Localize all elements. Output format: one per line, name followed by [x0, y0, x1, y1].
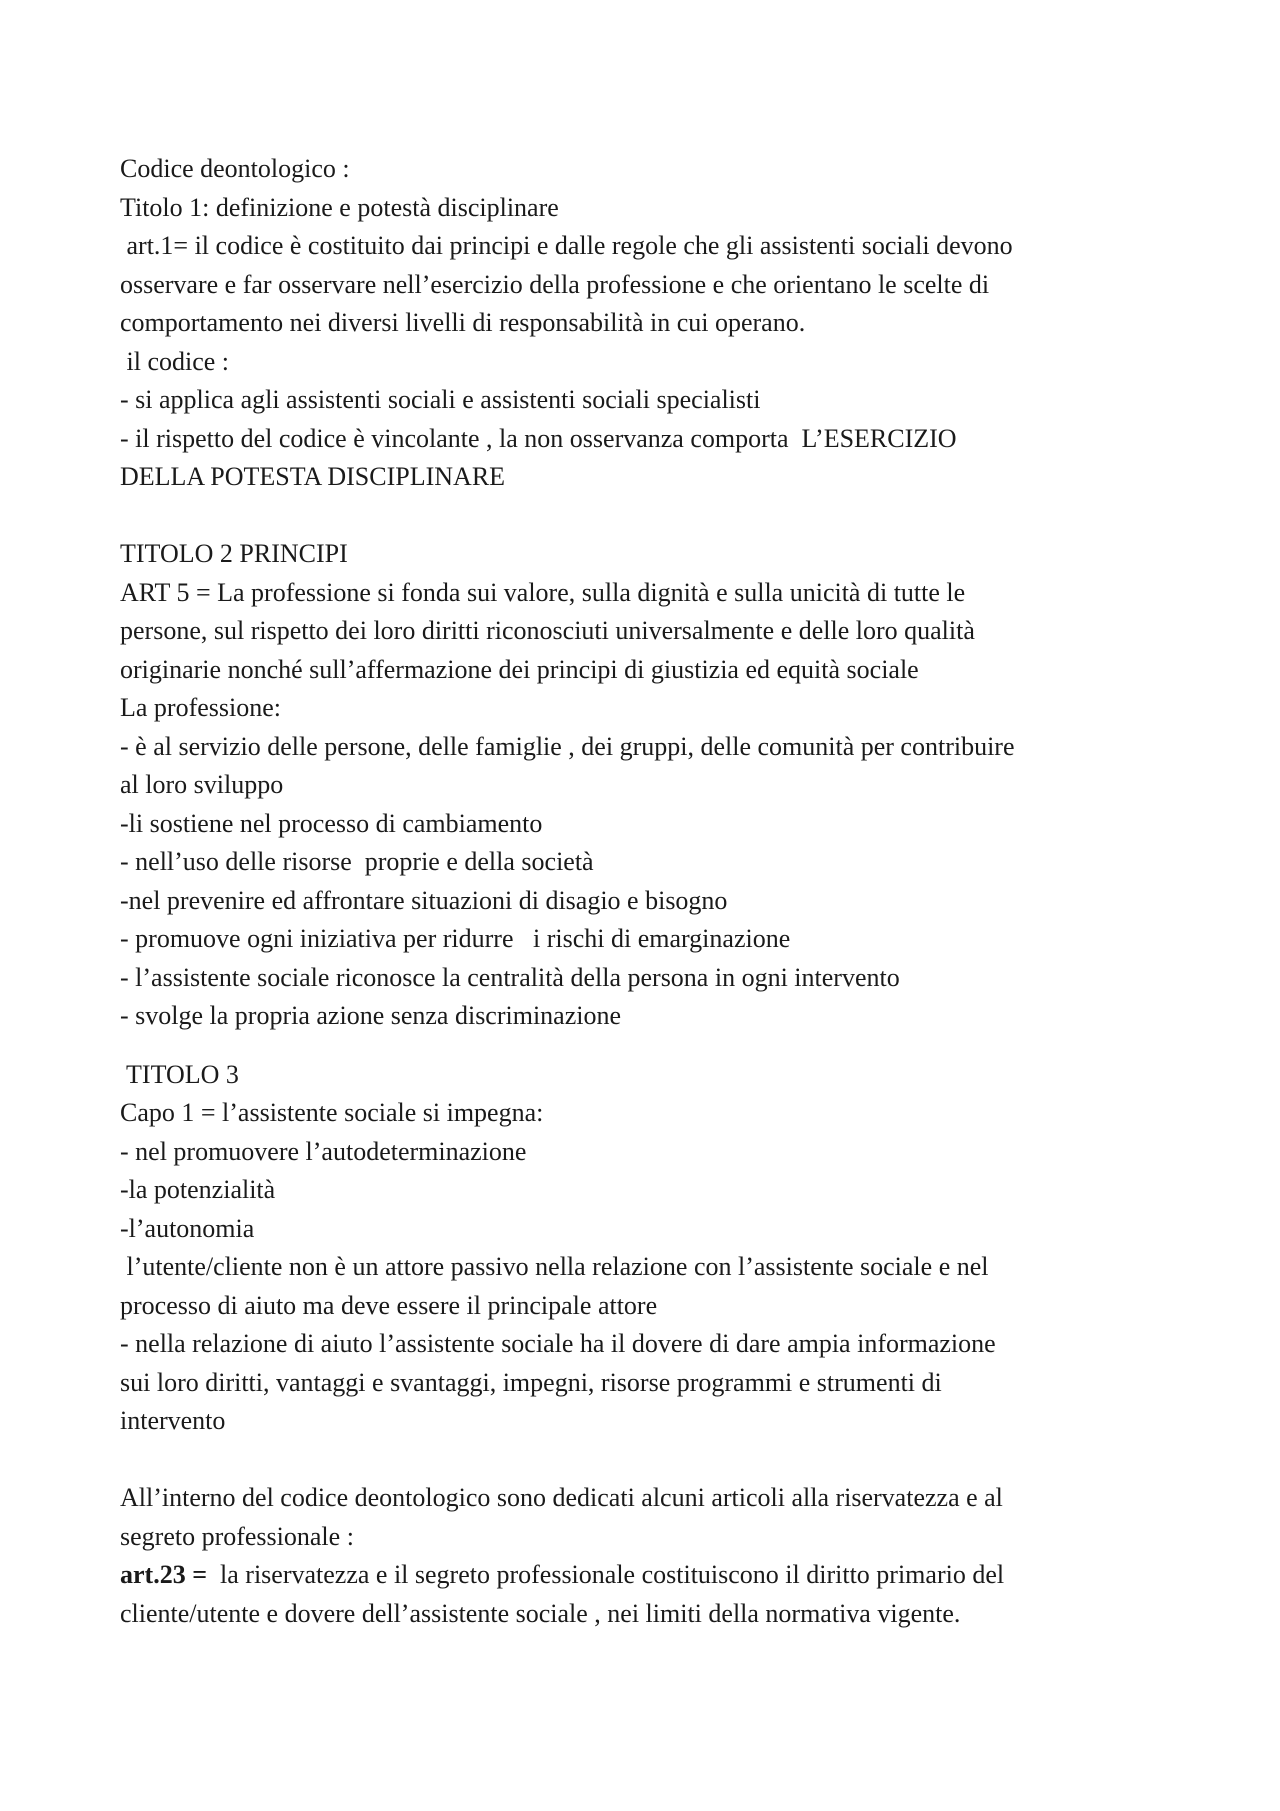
- titolo3-title: TITOLO 3: [120, 1059, 239, 1089]
- titolo2-item: - l’assistente sociale riconosce la centralità della persona in ogni intervento: [120, 962, 900, 992]
- document-heading: Codice deontologico :: [120, 154, 350, 183]
- art23-text: la riservatezza e il segreto professionale costituiscono il diritto primario del: [207, 1560, 1005, 1589]
- art23-label: art.23 =: [120, 1560, 208, 1589]
- codice-intro: il codice :: [120, 346, 230, 376]
- titolo2-item: - promuove ogni iniziativa per ridurre i rischi di emarginazione: [120, 924, 791, 953]
- titolo2-item: - svolge la propria azione senza discriminazione: [120, 1001, 622, 1030]
- art23-line: cliente/utente e dovere dell’assistente sociale , nei limiti della normativa vigente.: [120, 1598, 961, 1628]
- art23-line: [120, 1556, 1180, 1595]
- riservatezza-intro: All’interno del codice deontologico sono dedicati alcuni articoli alla riservatezza e al: [120, 1483, 1003, 1512]
- titolo2-item: - nell’uso delle risorse proprie e della società: [120, 847, 594, 876]
- professione-intro: La professione:: [120, 693, 282, 722]
- titolo1-item: - si applica agli assistenti sociali e assistenti sociali specialisti: [120, 385, 761, 414]
- titolo1-item: - il rispetto del codice è vincolante , la non osservanza comporta L’ESERCIZIO: [120, 423, 957, 453]
- document-body: [120, 150, 1180, 1633]
- capo1-line: Capo 1 = l’assistente sociale si impegna:: [120, 1098, 544, 1127]
- titolo3-item: l’utente/cliente non è un attore passivo nella relazione con l’assistente sociale e nel: [120, 1252, 989, 1281]
- titolo3-item: intervento: [120, 1406, 226, 1435]
- titolo2-item: -li sostiene nel processo di cambiamento: [120, 808, 543, 838]
- paragraph-gap: [120, 1441, 1180, 1480]
- titolo3-item: -la potenzialità: [120, 1175, 276, 1204]
- titolo3-item: sui loro diritti, vantaggi e svantaggi, impegni, risorse programmi e strumenti di: [120, 1367, 942, 1397]
- art1-line: art.1= il codice è costituito dai principi e dalle regole che gli assistenti sociali devono: [120, 231, 1013, 260]
- titolo1-title: Titolo 1: definizione e potestà disciplinare: [120, 192, 559, 222]
- paragraph-gap: [120, 1036, 1180, 1056]
- art1-line: osservare e far osservare nell’esercizio della professione e che orientano le scelte di: [120, 269, 990, 299]
- titolo2-item: - è al servizio delle persone, delle famiglie , dei gruppi, delle comunità per contribuire: [120, 731, 1015, 761]
- riservatezza-intro: segreto professionale :: [120, 1521, 354, 1551]
- titolo2-item: -nel prevenire ed affrontare situazioni di disagio e bisogno: [120, 885, 728, 915]
- titolo3-item: processo di aiuto ma deve essere il principale attore: [120, 1290, 658, 1320]
- titolo1-item: DELLA POTESTA DISCIPLINARE: [120, 462, 506, 491]
- art1-line: comportamento nei diversi livelli di responsabilità in cui operano.: [120, 308, 806, 337]
- titolo2-title: TITOLO 2 PRINCIPI: [120, 539, 348, 568]
- titolo3-item: - nel promuovere l’autodeterminazione: [120, 1136, 527, 1166]
- titolo3-item: - nella relazione di aiuto l’assistente sociale ha il dovere di dare ampia informazione: [120, 1329, 996, 1358]
- titolo2-item: al loro sviluppo: [120, 770, 284, 799]
- art5-line: ART 5 = La professione si fonda sui valore, sulla dignità e sulla unicità di tutte le: [120, 577, 966, 607]
- paragraph-gap: [120, 497, 1180, 536]
- art5-line: originarie nonché sull’affermazione dei principi di giustizia ed equità sociale: [120, 654, 919, 684]
- titolo3-item: -l’autonomia: [120, 1213, 255, 1243]
- art5-line: persone, sul rispetto dei loro diritti riconosciuti universalmente e delle loro qualità: [120, 616, 975, 645]
